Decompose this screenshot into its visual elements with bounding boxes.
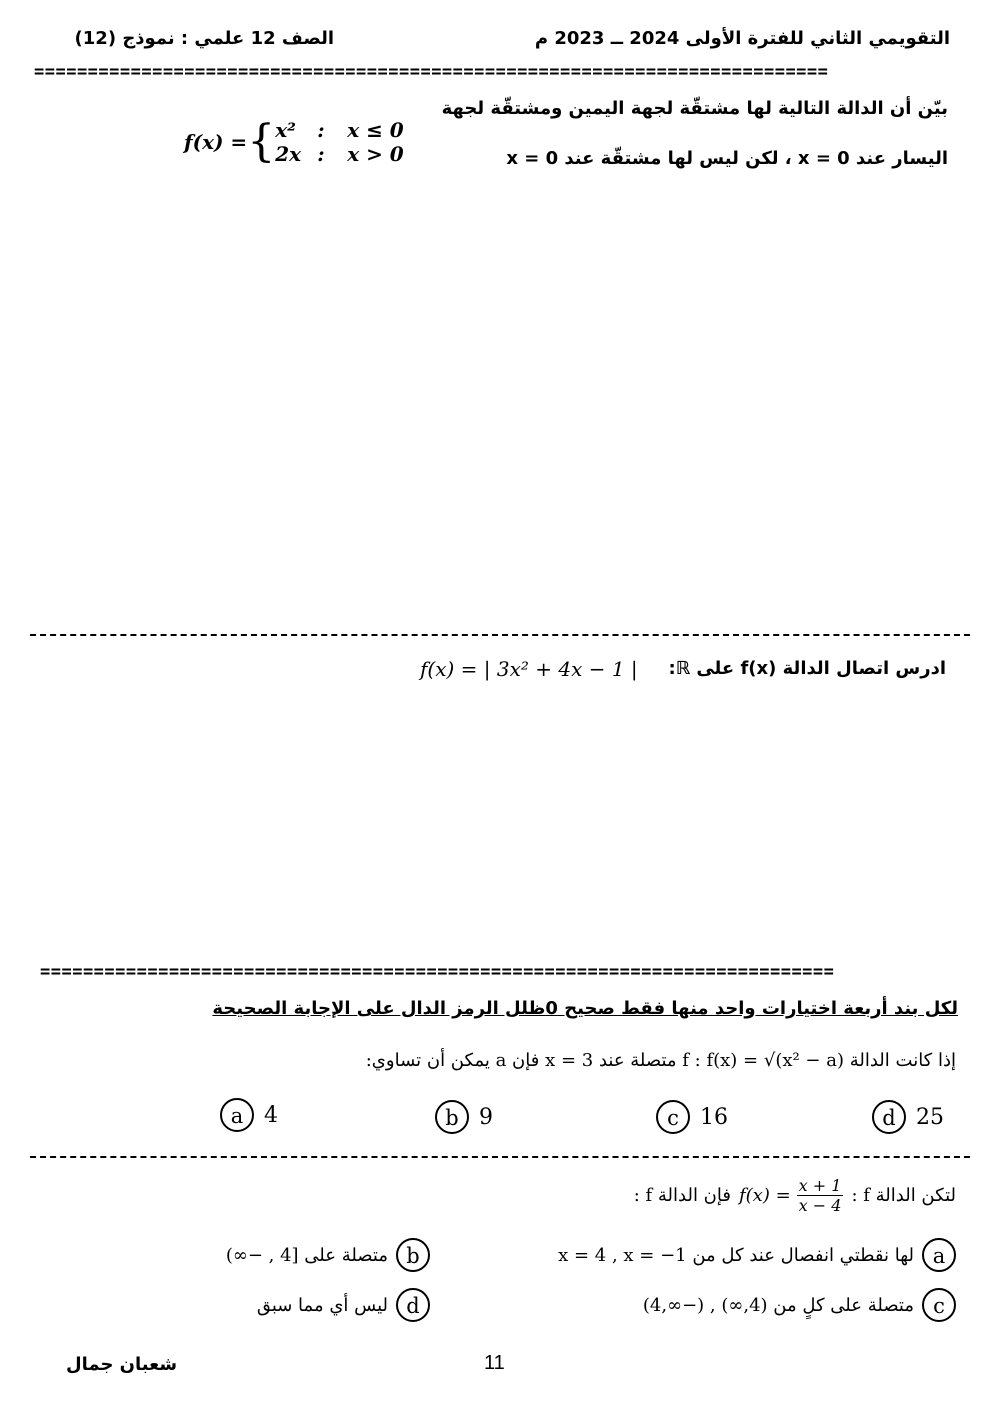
q4-fraction	[797, 1176, 844, 1215]
q1-cases	[275, 118, 417, 166]
q1-case2-cond: x > 0	[347, 142, 404, 166]
q3-option-a-circle[interactable]: a	[220, 1098, 254, 1132]
q1-case1-cond: x ≤ 0	[347, 118, 404, 142]
mcq-instruction: لكل بند أربعة اختيارات واحد منها فقط صحيح 0ظلل الرمز الدال على الإجابة الصحيحة	[212, 998, 958, 1019]
q1-line2: اليسار عند 0 = x ، لكن ليس لها مشتقّة عند 0 = x	[506, 148, 948, 169]
q3-option-d[interactable]	[872, 1100, 944, 1134]
header-right-title: التقويمي الثاني للفترة الأولى 2024 ــ 2023 م	[534, 28, 950, 49]
q4-option-d-text: ليس أي مما سبق	[256, 1294, 388, 1316]
q1-case2-sep: :	[317, 142, 325, 166]
q4-stem	[634, 1176, 956, 1215]
q4-denominator: x − 4	[798, 1196, 842, 1215]
q4-option-a-text: لها نقطتي انفصال عند كل من x = 4 , x = −1	[558, 1244, 914, 1266]
header-left-title: الصف 12 علمي : نموذج (12)	[74, 28, 334, 49]
q4-option-b-text: متصلة على [4 , −∞)	[225, 1244, 388, 1266]
q3-option-c-circle[interactable]: c	[656, 1100, 690, 1134]
dashed-separator-1	[30, 634, 970, 636]
mcq-equals-separator: ==========================================================================	[40, 962, 835, 982]
q4-option-c-text: متصلة على كلٍ من (4,∞) , (−∞,4)	[642, 1294, 914, 1316]
q1-fx-label: f(x) =	[184, 130, 248, 154]
q3-option-b-value: 9	[479, 1104, 493, 1130]
q4-option-a-circle[interactable]: a	[922, 1238, 956, 1272]
footer-page-number: 11	[484, 1352, 505, 1374]
q4-option-b[interactable]	[226, 1238, 430, 1272]
q4-formula	[739, 1176, 843, 1215]
q3-option-b[interactable]	[435, 1100, 493, 1134]
q4-numerator: x + 1	[798, 1176, 842, 1195]
q1-brace: {	[247, 116, 276, 167]
footer-author: شعبان جمال	[66, 1354, 178, 1375]
q3-option-a-value: 4	[264, 1102, 278, 1128]
q4-option-c[interactable]	[643, 1288, 956, 1322]
q3-option-c-value: 16	[700, 1104, 728, 1130]
q3-option-b-circle[interactable]: b	[435, 1100, 469, 1134]
q4-option-d-circle[interactable]: d	[396, 1288, 430, 1322]
q2-text: ادرس اتصال الدالة f(x) على ℝ:	[668, 658, 946, 679]
q4-option-c-circle[interactable]: c	[922, 1288, 956, 1322]
q3-option-d-value: 25	[916, 1104, 944, 1130]
q1-case2-expr: 2x	[275, 142, 302, 166]
q4-stem-suffix: فإن الدالة f :	[633, 1185, 731, 1206]
q3-option-d-circle[interactable]: d	[872, 1100, 906, 1134]
q1-case1-sep: :	[317, 118, 325, 142]
q1-line1: بيّن أن الدالة التالية لها مشتقّة لجهة اليمين ومشتقّة لجهة	[441, 98, 948, 119]
q4-stem-prefix: لتكن الدالة f :	[851, 1185, 956, 1206]
q3-option-a[interactable]	[220, 1098, 278, 1132]
q3-option-c[interactable]	[656, 1100, 728, 1134]
q1-case1-expr: x²	[275, 118, 296, 142]
q4-option-b-circle[interactable]: b	[396, 1238, 430, 1272]
q2-formula: f(x) = | 3x² + 4x − 1 |	[420, 657, 638, 681]
q4-option-d[interactable]	[257, 1288, 430, 1322]
q3-stem: إذا كانت الدالة f : f(x) = √(x² − a) متصلة عند x = 3 فإن a يمكن أن تساوي:	[365, 1050, 956, 1071]
q4-fx: f(x) =	[739, 1185, 791, 1206]
q4-option-a[interactable]	[558, 1238, 956, 1272]
dashed-separator-2	[30, 1156, 970, 1158]
q1-piecewise-function	[184, 118, 417, 166]
top-equals-separator: ==========================================================================	[34, 62, 829, 82]
